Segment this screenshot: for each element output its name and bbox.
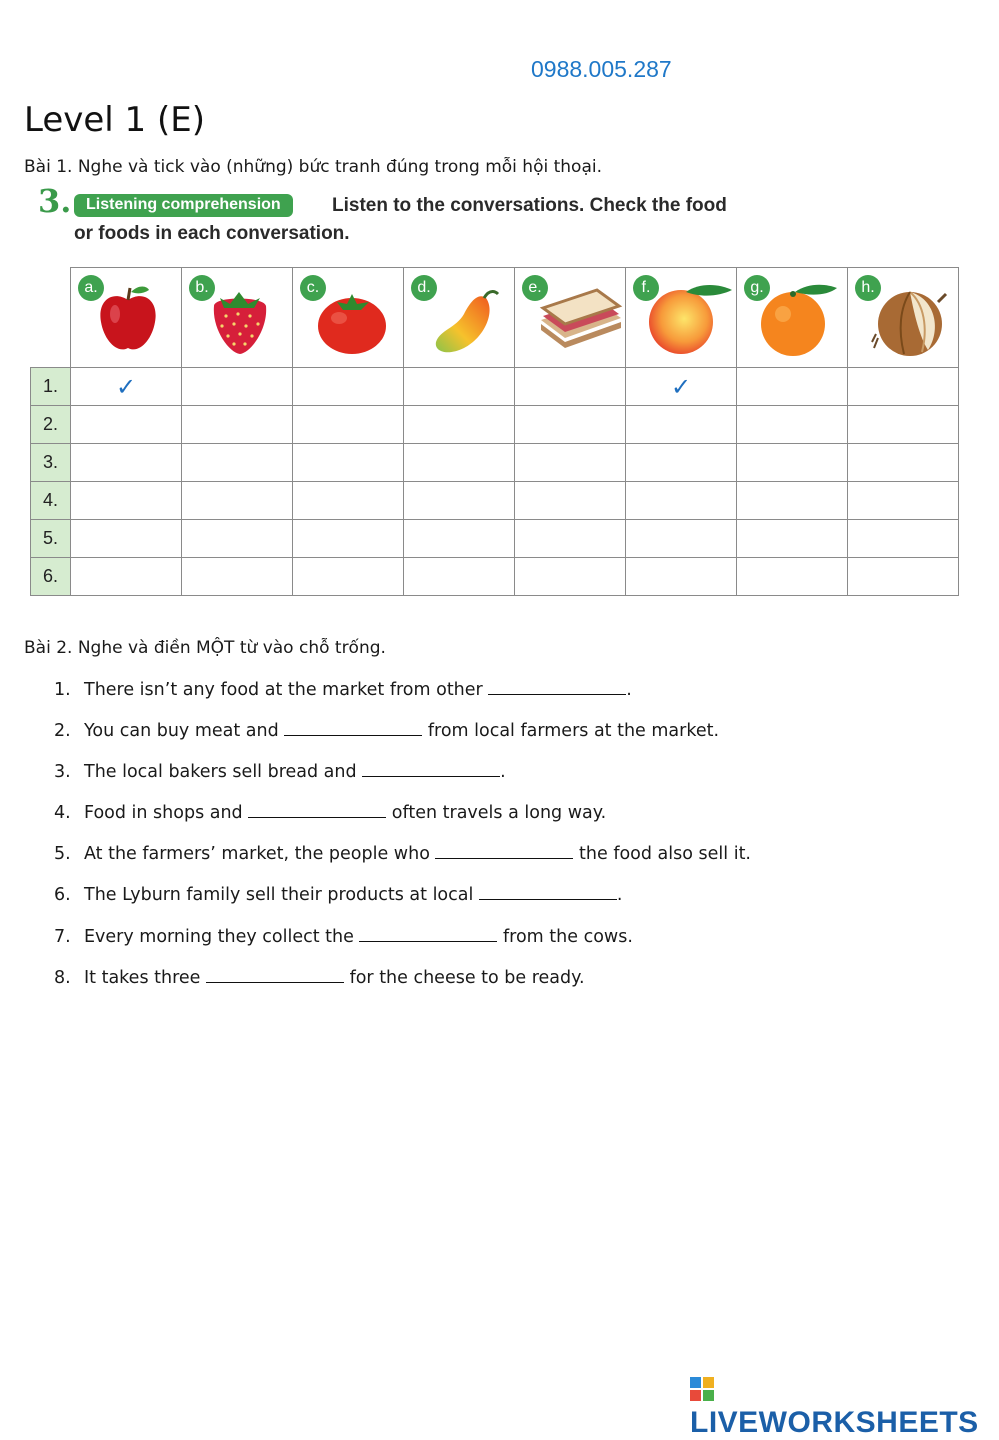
- question-number: 6.: [54, 885, 71, 906]
- question-text-before: The local bakers sell bread and: [84, 762, 363, 783]
- check-cell[interactable]: [848, 520, 959, 558]
- question-list: [54, 678, 751, 1007]
- question-text-after: .: [626, 680, 632, 700]
- row-number: 4.: [31, 482, 71, 520]
- check-cell[interactable]: [404, 444, 515, 482]
- check-cell[interactable]: [71, 482, 182, 520]
- question-text-before: Every morning they collect the: [84, 926, 360, 947]
- answer-blank[interactable]: [248, 801, 386, 818]
- question-item: [54, 678, 751, 719]
- answer-blank[interactable]: [284, 719, 422, 736]
- check-cell[interactable]: [182, 406, 293, 444]
- question-item: [54, 719, 751, 760]
- question-text-after: for the cheese to be ready.: [344, 967, 585, 988]
- check-cell[interactable]: [848, 406, 959, 444]
- answer-row: [31, 520, 959, 558]
- answer-blank[interactable]: [479, 883, 617, 900]
- check-cell[interactable]: ✓: [71, 368, 182, 406]
- grid-corner: [31, 268, 71, 368]
- column-d: [404, 268, 515, 368]
- answer-row: [31, 444, 959, 482]
- check-cell[interactable]: [626, 482, 737, 520]
- question-item: [54, 760, 751, 801]
- check-cell[interactable]: [71, 520, 182, 558]
- check-cell[interactable]: [515, 368, 626, 406]
- column-g: [737, 268, 848, 368]
- check-cell[interactable]: [848, 444, 959, 482]
- check-cell[interactable]: ✓: [626, 368, 737, 406]
- check-cell[interactable]: [737, 368, 848, 406]
- apple-icon: [93, 278, 163, 358]
- column-c: [293, 268, 404, 368]
- logo-icon: [690, 1377, 714, 1401]
- answer-blank[interactable]: [362, 760, 500, 777]
- row-number: 3.: [31, 444, 71, 482]
- check-cell[interactable]: [404, 368, 515, 406]
- row-number: 2.: [31, 406, 71, 444]
- check-cell[interactable]: [71, 406, 182, 444]
- check-cell[interactable]: [404, 482, 515, 520]
- check-cell[interactable]: [404, 520, 515, 558]
- question-text-before: It takes three: [84, 967, 206, 988]
- row-number: 1.: [31, 368, 71, 406]
- question-item: [54, 925, 751, 966]
- check-cell[interactable]: [515, 520, 626, 558]
- letter-badge: e.: [522, 275, 548, 301]
- question-item: [54, 883, 751, 924]
- question-number: 2.: [54, 721, 71, 742]
- question-text-before: You can buy meat and: [84, 721, 285, 742]
- column-e: [515, 268, 626, 368]
- question-number: 8.: [54, 967, 71, 988]
- check-cell[interactable]: [515, 558, 626, 596]
- check-cell[interactable]: [737, 482, 848, 520]
- check-cell[interactable]: [848, 558, 959, 596]
- check-cell[interactable]: [515, 444, 626, 482]
- question-text-after: from the cows.: [497, 926, 633, 947]
- question-text-before: There isn’t any food at the market from other: [84, 680, 489, 700]
- logo-text: LIVEWORKSHEETS: [690, 1406, 979, 1439]
- column-a: [71, 268, 182, 368]
- page-title: Level 1 (E): [24, 100, 206, 140]
- question-number: 5.: [54, 844, 71, 865]
- letter-badge: h.: [855, 275, 881, 301]
- letter-badge: a.: [78, 275, 104, 301]
- part1-instruction: Bài 1. Nghe và tick vào (những) bức tranh đúng trong mỗi hội thoại.: [24, 157, 602, 177]
- liveworksheets-logo: [690, 1372, 999, 1440]
- question-text-after: the food also sell it.: [573, 844, 751, 865]
- check-cell[interactable]: [848, 482, 959, 520]
- column-b: [182, 268, 293, 368]
- check-cell[interactable]: [182, 520, 293, 558]
- mango-icon: [426, 278, 500, 358]
- task-line-2: or foods in each conversation.: [74, 223, 350, 244]
- check-cell[interactable]: [626, 558, 737, 596]
- answer-row: [31, 482, 959, 520]
- onion-icon: [870, 278, 950, 358]
- answer-row: [31, 558, 959, 596]
- check-cell[interactable]: [293, 520, 404, 558]
- check-cell[interactable]: [626, 406, 737, 444]
- question-item: [54, 801, 751, 842]
- check-cell[interactable]: [293, 406, 404, 444]
- check-cell[interactable]: [182, 444, 293, 482]
- strawberry-icon: [204, 278, 274, 358]
- check-cell[interactable]: [71, 444, 182, 482]
- check-cell[interactable]: [626, 444, 737, 482]
- check-cell[interactable]: [293, 444, 404, 482]
- answer-blank[interactable]: [206, 966, 344, 983]
- phone-number: 0988.005.287: [531, 56, 672, 82]
- question-number: 1.: [54, 680, 71, 700]
- check-cell[interactable]: [404, 558, 515, 596]
- column-h: [848, 268, 959, 368]
- check-cell[interactable]: [71, 558, 182, 596]
- question-text-before: The Lyburn family sell their products at local: [84, 885, 479, 906]
- answer-blank[interactable]: [488, 678, 626, 695]
- check-cell[interactable]: [515, 406, 626, 444]
- check-cell[interactable]: [293, 558, 404, 596]
- check-cell[interactable]: [737, 406, 848, 444]
- exercise-number: 3.: [38, 182, 72, 220]
- check-cell[interactable]: [404, 406, 515, 444]
- letter-badge: g.: [744, 275, 770, 301]
- check-cell[interactable]: [626, 520, 737, 558]
- sandwich-icon: [537, 278, 623, 358]
- question-item: [54, 966, 751, 1007]
- answer-blank[interactable]: [435, 842, 573, 859]
- check-cell[interactable]: [737, 520, 848, 558]
- check-cell[interactable]: [182, 482, 293, 520]
- answer-row: [31, 406, 959, 444]
- section-label: Listening comprehension: [74, 194, 293, 217]
- check-cell[interactable]: [182, 558, 293, 596]
- question-number: 4.: [54, 803, 71, 824]
- answer-row: [31, 368, 959, 406]
- check-cell[interactable]: [737, 444, 848, 482]
- question-number: 7.: [54, 926, 71, 947]
- answer-grid: [30, 267, 959, 596]
- task-line-1: Listen to the conversations. Check the food: [332, 195, 727, 216]
- check-cell[interactable]: [848, 368, 959, 406]
- letter-badge: f.: [633, 275, 659, 301]
- question-text-after: .: [500, 762, 506, 783]
- check-cell[interactable]: [182, 368, 293, 406]
- question-item: [54, 842, 751, 883]
- question-text-after: often travels a long way.: [386, 803, 607, 824]
- question-number: 3.: [54, 762, 71, 783]
- check-cell[interactable]: [293, 368, 404, 406]
- question-text-before: At the farmers’ market, the people who: [84, 844, 436, 865]
- question-text-before: Food in shops and: [84, 803, 249, 824]
- check-cell[interactable]: [515, 482, 626, 520]
- letter-badge: d.: [411, 275, 437, 301]
- peach-icon: [648, 278, 738, 358]
- picture-row: [31, 268, 959, 368]
- row-number: 6.: [31, 558, 71, 596]
- check-cell[interactable]: [293, 482, 404, 520]
- part2-instruction: Bài 2. Nghe và điền MỘT từ vào chỗ trống.: [24, 638, 386, 658]
- column-f: [626, 268, 737, 368]
- check-cell[interactable]: [737, 558, 848, 596]
- question-text-after: from local farmers at the market.: [422, 721, 720, 742]
- letter-badge: c.: [300, 275, 326, 301]
- letter-badge: b.: [189, 275, 215, 301]
- answer-blank[interactable]: [359, 925, 497, 942]
- row-number: 5.: [31, 520, 71, 558]
- tomato-icon: [315, 278, 389, 358]
- orange-icon: [759, 278, 843, 358]
- question-text-after: .: [616, 885, 623, 906]
